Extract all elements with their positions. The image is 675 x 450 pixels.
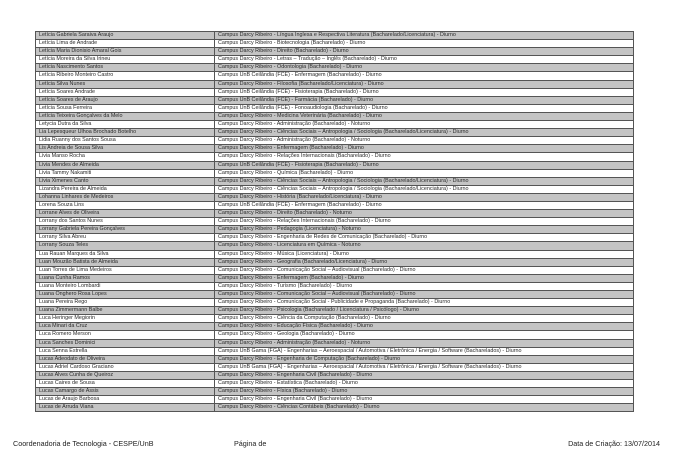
candidate-name-cell: Luana Zimmermann Balbe [36, 307, 215, 315]
table-row [36, 104, 634, 112]
table-row [36, 40, 634, 48]
candidate-name-cell: Lohanna Linhares de Medeiros [36, 193, 215, 201]
table-row [36, 153, 634, 161]
table-row [36, 380, 634, 388]
course-cell: Campus Darcy Ribeiro - Filosofia (Bacharelado/Licenciatura) - Diurno [215, 80, 634, 88]
table-row [36, 201, 634, 209]
candidate-name-cell: Lizandra Pereira de Almeida [36, 185, 215, 193]
course-cell: Campus UnB Ceilândia (FCE) - Enfermagem (Bacharelado) - Diurno [215, 72, 634, 80]
course-cell: Campus UnB Ceilândia (FCE) - Fonoaudiologia (Bacharelado) - Diurno [215, 104, 634, 112]
course-cell: Campus Darcy Ribeiro - Enfermagem (Bacharelado) - Diurno [215, 145, 634, 153]
course-cell: Campus Darcy Ribeiro - Engenharia Civil (Bacharelado) - Diurno [215, 371, 634, 379]
candidate-name-cell: Luana Onghero Rosa Lopes [36, 291, 215, 299]
table-row [36, 234, 634, 242]
candidate-name-cell: Lucas Camargo de Assis [36, 388, 215, 396]
candidate-name-cell: Lua Rauan Marques da Silva [36, 250, 215, 258]
course-cell: Campus Darcy Ribeiro - Comunicação Social – Audiovisual (Bacharelado) - Diurno [215, 266, 634, 274]
candidate-name-cell: Lis Andreia de Sousa Silva [36, 145, 215, 153]
course-cell: Campus Darcy Ribeiro - Medicina Veterinária (Bacharelado) - Diurno [215, 112, 634, 120]
table-row [36, 258, 634, 266]
candidate-name-cell: Luan Torres de Lima Medeiros [36, 266, 215, 274]
candidate-name-cell: Letícia Sousa Ferreira [36, 104, 215, 112]
course-cell: Campus Darcy Ribeiro - Química (Bacharelado) - Diurno [215, 169, 634, 177]
course-cell: Campus Darcy Ribeiro - Psicologia (Bacharelado / Licenciatura / Psicólogo) - Diurno [215, 307, 634, 315]
course-cell: Campus Darcy Ribeiro - Geologia (Bacharelado) - Diurno [215, 331, 634, 339]
table-row [36, 177, 634, 185]
course-cell: Campus Darcy Ribeiro - Educação Física (Bacharelado) - Diurno [215, 323, 634, 331]
candidate-name-cell: Letícia Nascimento Santos [36, 64, 215, 72]
table-row [36, 307, 634, 315]
candidate-name-cell: Luca Romero Merson [36, 331, 215, 339]
candidate-name-cell: Luana Monteiro Lombardi [36, 282, 215, 290]
candidate-name-cell: Letícia Silva Nunes [36, 80, 215, 88]
table-row [36, 226, 634, 234]
candidate-name-cell: Livia Manso Rocha [36, 153, 215, 161]
candidate-name-cell: Lorrany Souza Teles [36, 242, 215, 250]
candidate-name-cell: Luca Minari da Cruz [36, 323, 215, 331]
results-table [35, 31, 634, 412]
candidate-name-cell: Lorrany Silva Abreu [36, 234, 215, 242]
course-cell: Campus Darcy Ribeiro - Pedagogia (Licenciatura) - Noturno [215, 226, 634, 234]
table-row [36, 250, 634, 258]
candidate-name-cell: Lorena Souza Lins [36, 201, 215, 209]
course-cell: Campus Darcy Ribeiro - Biotecnologia (Bacharelado) - Diurno [215, 40, 634, 48]
table-row [36, 64, 634, 72]
candidate-name-cell: Letícia Moreira da Silva Irineu [36, 56, 215, 64]
table-row [36, 339, 634, 347]
table-row [36, 112, 634, 120]
candidate-name-cell: Letícia Maria Dionisio Amaral Gois [36, 48, 215, 56]
candidate-name-cell: Letícia Teixeira Gonçalves da Melo [36, 112, 215, 120]
course-cell: Campus Darcy Ribeiro - Engenharia de Redes de Comunicação (Bacharelado) - Diurno [215, 234, 634, 242]
table-row [36, 396, 634, 404]
candidate-name-cell: Letícia Lima de Andrade [36, 40, 215, 48]
candidate-name-cell: Lia Lepesqueur Ulhoa Brochado Botelho [36, 129, 215, 137]
table-row [36, 210, 634, 218]
footer-creation-date: Data de Criação: 13/07/2014 [568, 439, 660, 448]
table-row [36, 282, 634, 290]
results-table-body [36, 32, 634, 412]
table-row [36, 185, 634, 193]
candidate-name-cell: Luan Mouzão Batista de Almeida [36, 258, 215, 266]
candidate-name-cell: Luana Pereira Rego [36, 299, 215, 307]
course-cell: Campus Darcy Ribeiro - Ciências Sociais – Antropologia / Sociologia (Bacharelado/Licenciatura) - Diurno [215, 185, 634, 193]
course-cell: Campus Darcy Ribeiro - Música (Licenciatura) - Diurno [215, 250, 634, 258]
course-cell: Campus Darcy Ribeiro - Direito (Bacharelado) - Noturno [215, 210, 634, 218]
footer-organization: Coordenadoria de Tecnologia - CESPE/UnB [13, 439, 154, 448]
course-cell: Campus Darcy Ribeiro - Administração (Bacharelado) - Noturno [215, 339, 634, 347]
candidate-name-cell: Lucas de Arruda Viana [36, 404, 215, 412]
table-row [36, 371, 634, 379]
table-row [36, 129, 634, 137]
table-row [36, 56, 634, 64]
candidate-name-cell: Lucas Alves Cunha de Queiroz [36, 371, 215, 379]
table-row [36, 323, 634, 331]
footer-page-number: Página de [234, 439, 267, 448]
course-cell: Campus Darcy Ribeiro - Ciência da Computação (Bacharelado) - Diurno [215, 315, 634, 323]
candidate-name-cell: Letycia Dutra da Silva [36, 121, 215, 129]
course-cell: Campus UnB Ceilândia (FCE) - Enfermagem (Bacharelado) - Diurno [215, 201, 634, 209]
table-row [36, 96, 634, 104]
candidate-name-cell: Luca Senna Estrella [36, 347, 215, 355]
table-row [36, 161, 634, 169]
table-row [36, 169, 634, 177]
course-cell: Campus Darcy Ribeiro - Engenharia Civil (Bacharelado) - Diurno [215, 396, 634, 404]
course-cell: Campus UnB Gama (FGA) - Engenharias – Aeroespacial / Automotiva / Eletrônica / Energia / Software (Bacharelados) - Diurno [215, 363, 634, 371]
table-row [36, 80, 634, 88]
table-row [36, 88, 634, 96]
table-row [36, 404, 634, 412]
course-cell: Campus Darcy Ribeiro - Ciências Contábeis (Bacharelado) - Diurno [215, 404, 634, 412]
table-row [36, 266, 634, 274]
candidate-name-cell: Lucas Adriel Cardoso Graciano [36, 363, 215, 371]
table-row [36, 137, 634, 145]
candidate-name-cell: Lorrany dos Santos Nunes [36, 218, 215, 226]
candidate-name-cell: Lucas Adeodato de Oliveira [36, 355, 215, 363]
course-cell: Campus Darcy Ribeiro - Engenharia de Computação (Bacharelado) - Diurno [215, 355, 634, 363]
candidate-name-cell: Letícia Gabriela Saraiva Araujo [36, 32, 215, 40]
course-cell: Campus Darcy Ribeiro - Odontologia (Bacharelado) - Diurno [215, 64, 634, 72]
table-row [36, 363, 634, 371]
course-cell: Campus Darcy Ribeiro - Física (Bacharelado) - Diurno [215, 388, 634, 396]
course-cell: Campus Darcy Ribeiro - Ciências Sociais – Antropologia / Sociologia (Bacharelado/Licenciatura) - Diurno [215, 129, 634, 137]
candidate-name-cell: Letícia Soares de Araujo [36, 96, 215, 104]
course-cell: Campus UnB Gama (FGA) - Engenharias – Aeroespacial / Automotiva / Eletrônica / Energia / Software (Bacharelados) - Diurno [215, 347, 634, 355]
table-row [36, 347, 634, 355]
table-row [36, 388, 634, 396]
table-row [36, 315, 634, 323]
table-row [36, 48, 634, 56]
course-cell: Campus Darcy Ribeiro - Comunicação Social – Audiovisual (Bacharelado) - Diurno [215, 291, 634, 299]
candidate-name-cell: Luana Cunha Ramos [36, 274, 215, 282]
table-row [36, 291, 634, 299]
course-cell: Campus Darcy Ribeiro - Relações Internacionais (Bacharelado) - Diurno [215, 218, 634, 226]
table-row [36, 121, 634, 129]
candidate-name-cell: Livia Ximenes Canto [36, 177, 215, 185]
course-cell: Campus Darcy Ribeiro - Turismo (Bacharelado) - Diurno [215, 282, 634, 290]
course-cell: Campus Darcy Ribeiro - Enfermagem (Bacharelado) - Diurno [215, 274, 634, 282]
course-cell: Campus Darcy Ribeiro - Língua Inglesa e Respectiva Literatura (Bacharelado/Licenciatura) - Diurno [215, 32, 634, 40]
table-row [36, 355, 634, 363]
course-cell: Campus UnB Ceilândia (FCE) - Fisioterapia (Bacharelado) - Diurno [215, 161, 634, 169]
table-row [36, 274, 634, 282]
candidate-name-cell: Letícia Soares Andrade [36, 88, 215, 96]
table-row [36, 145, 634, 153]
course-cell: Campus Darcy Ribeiro - Licenciatura em Química - Noturno [215, 242, 634, 250]
table-row [36, 242, 634, 250]
table-row [36, 299, 634, 307]
course-cell: Campus Darcy Ribeiro - Estatística (Bacharelado) - Diurno [215, 380, 634, 388]
table-row [36, 331, 634, 339]
candidate-name-cell: Lidia Ruanny dos Santos Sousa [36, 137, 215, 145]
table-row [36, 218, 634, 226]
candidate-name-cell: Lorrane Alves de Oliveira [36, 210, 215, 218]
course-cell: Campus Darcy Ribeiro - Relações Internacionais (Bacharelado) - Diurno [215, 153, 634, 161]
course-cell: Campus Darcy Ribeiro - Administração (Bacharelado) - Noturno [215, 121, 634, 129]
table-row [36, 193, 634, 201]
candidate-name-cell: Luca Heringer Megiorin [36, 315, 215, 323]
course-cell: Campus Darcy Ribeiro - Direito (Bacharelado) - Diurno [215, 48, 634, 56]
table-row [36, 32, 634, 40]
course-cell: Campus Darcy Ribeiro - Ciências Sociais – Antropologia / Sociologia (Bacharelado/Licenciatura) - Diurno [215, 177, 634, 185]
candidate-name-cell: Lorrany Gabriela Pereira Gonçalves [36, 226, 215, 234]
candidate-name-cell: Letícia Ribeiro Monteiro Castro [36, 72, 215, 80]
candidate-name-cell: Luca Sanches Dominici [36, 339, 215, 347]
course-cell: Campus UnB Ceilândia (FCE) - Fisioterapia (Bacharelado) - Diurno [215, 88, 634, 96]
course-cell: Campus Darcy Ribeiro - Letras – Tradução – Inglês (Bacharelado) - Diurno [215, 56, 634, 64]
table-row [36, 72, 634, 80]
candidate-name-cell: Lucas de Araujo Barbosa [36, 396, 215, 404]
course-cell: Campus UnB Ceilândia (FCE) - Farmácia (Bacharelado) - Diurno [215, 96, 634, 104]
course-cell: Campus Darcy Ribeiro - Administração (Bacharelado) - Noturno [215, 137, 634, 145]
course-cell: Campus Darcy Ribeiro - Geografia (Bacharelado/Licenciatura) - Diurno [215, 258, 634, 266]
course-cell: Campus Darcy Ribeiro - Comunicação Social - Publicidade e Propaganda (Bacharelado) - Diurno [215, 299, 634, 307]
course-cell: Campus Darcy Ribeiro - História (Bacharelado/Licenciatura) - Diurno [215, 193, 634, 201]
candidate-name-cell: Livia Tammy Nakamiti [36, 169, 215, 177]
candidate-name-cell: Lucas Caires de Sousa [36, 380, 215, 388]
candidate-name-cell: Livia Mendes de Almeida [36, 161, 215, 169]
